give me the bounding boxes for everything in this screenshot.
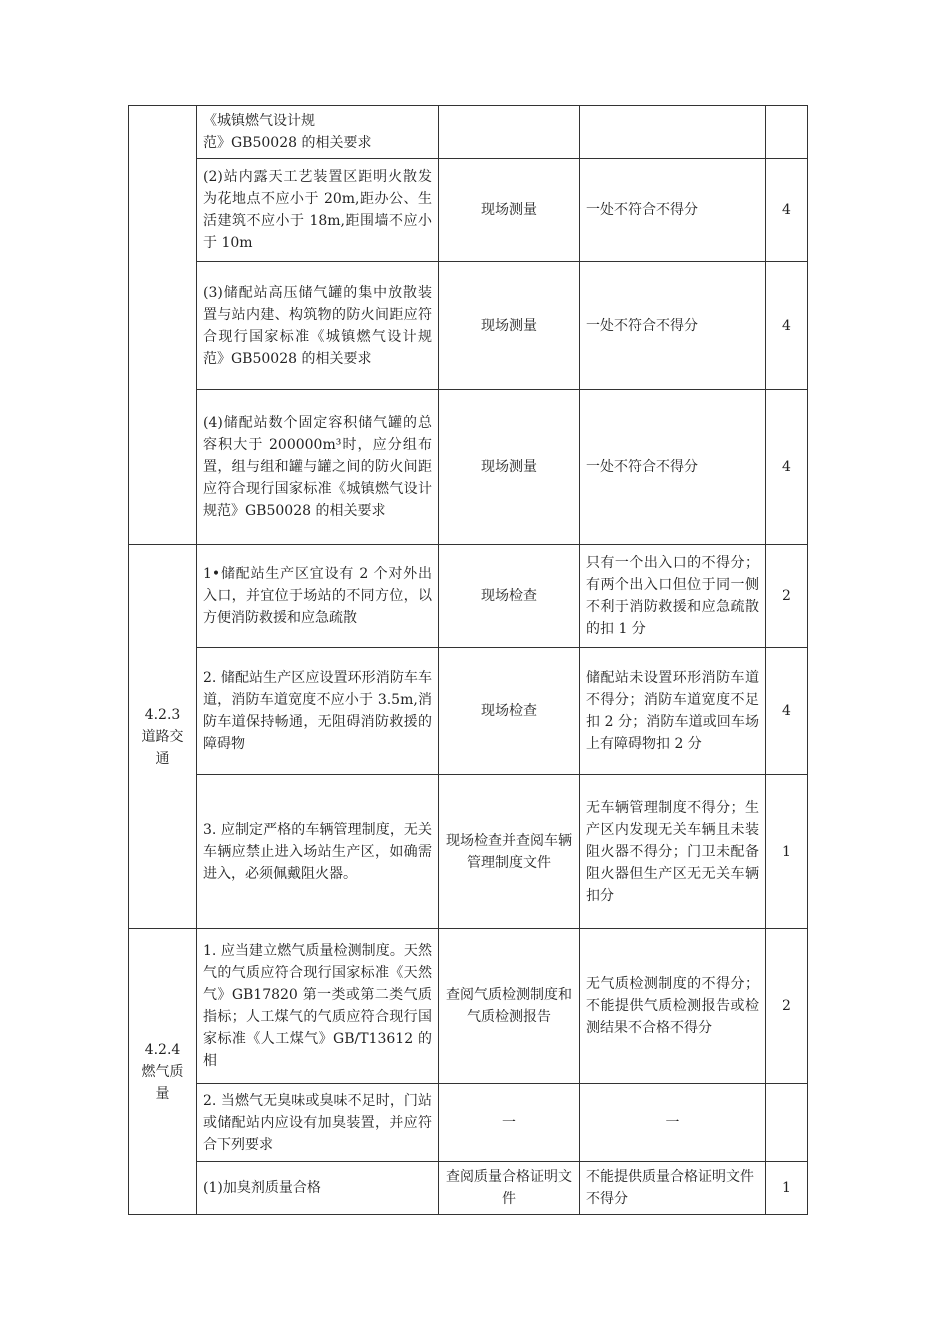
requirement-cell: 《城镇燃气设计规 范》GB50028 的相关要求 bbox=[197, 106, 439, 159]
requirement-cell: 2. 当燃气无臭味或臭味不足时，门站或储配站内应设有加臭装置，并应符合下列要求 bbox=[197, 1084, 439, 1162]
requirement-cell: (2)站内露天工艺装置区距明火散发为花地点不应小于 20m,距办公、生活建筑不应小于 18m,距围墙不应小于 10m bbox=[197, 159, 439, 262]
criteria-cell: 一处不符合不得分 bbox=[580, 159, 766, 262]
section-cell-top bbox=[129, 106, 197, 545]
score-cell: 1 bbox=[766, 1162, 808, 1215]
score-cell: 2 bbox=[766, 929, 808, 1084]
section-cell-424: 4.2.4 燃气质 量 bbox=[129, 929, 197, 1215]
method-cell: 现场检查 bbox=[439, 545, 580, 648]
table-row bbox=[129, 262, 808, 390]
criteria-cell: 无车辆管理制度不得分；生产区内发现无关车辆且未装阻火器不得分；门卫未配备阻火器但生产区无无关车辆扣分 bbox=[580, 775, 766, 929]
table-row bbox=[129, 775, 808, 929]
requirement-cell: (3)储配站高压储气罐的集中放散装置与站内建、构筑物的防火间距应符合现行国家标准《城镇燃气设计规范》GB50028 的相关要求 bbox=[197, 262, 439, 390]
score-cell: 4 bbox=[766, 159, 808, 262]
score-cell: 4 bbox=[766, 648, 808, 775]
criteria-cell: 一 bbox=[580, 1084, 766, 1162]
method-cell: 现场测量 bbox=[439, 390, 580, 545]
score-cell bbox=[766, 106, 808, 159]
method-cell: 一 bbox=[439, 1084, 580, 1162]
table-row bbox=[129, 159, 808, 262]
score-cell bbox=[766, 1084, 808, 1162]
method-cell: 查阅质量合格证明文件 bbox=[439, 1162, 580, 1215]
criteria-cell bbox=[580, 106, 766, 159]
criteria-cell: 一处不符合不得分 bbox=[580, 390, 766, 545]
requirement-cell: (1)加臭剂质量合格 bbox=[197, 1162, 439, 1215]
requirement-cell: 1•储配站生产区宜设有 2 个对外出入口，并宜位于场站的不同方位，以方便消防救援和应急疏散 bbox=[197, 545, 439, 648]
table-row bbox=[129, 106, 808, 159]
criteria-cell: 无气质检测制度的不得分；不能提供气质检测报告或检测结果不合格不得分 bbox=[580, 929, 766, 1084]
method-cell bbox=[439, 106, 580, 159]
score-cell: 4 bbox=[766, 262, 808, 390]
requirement-cell: 1. 应当建立燃气质量检测制度。天然气的气质应符合现行国家标准《天然气》GB17820 第一类或第二类气质指标；人工煤气的气质应符合现行国家标准《人工煤气》GB/T13612 的相 bbox=[197, 929, 439, 1084]
table-row bbox=[129, 1084, 808, 1162]
table-row bbox=[129, 648, 808, 775]
table-row bbox=[129, 545, 808, 648]
table-row bbox=[129, 929, 808, 1084]
table-row bbox=[129, 1162, 808, 1215]
table-row bbox=[129, 390, 808, 545]
method-cell: 现场检查并查阅车辆管理制度文件 bbox=[439, 775, 580, 929]
criteria-cell: 只有一个出入口的不得分；有两个出入口但位于同一侧不利于消防救援和应急疏散的扣 1 分 bbox=[580, 545, 766, 648]
method-cell: 现场检查 bbox=[439, 648, 580, 775]
method-cell: 现场测量 bbox=[439, 262, 580, 390]
criteria-cell: 储配站未设置环形消防车道不得分；消防车道宽度不足扣 2 分；消防车道或回车场上有障碍物扣 2 分 bbox=[580, 648, 766, 775]
requirement-cell: 2. 储配站生产区应设置环形消防车车道，消防车道宽度不应小于 3.5m,消防车道保持畅通，无阻碍消防救援的障碍物 bbox=[197, 648, 439, 775]
section-cell-423: 4.2.3 道路交 通 bbox=[129, 545, 197, 929]
method-cell: 查阅气质检测制度和气质检测报告 bbox=[439, 929, 580, 1084]
score-cell: 1 bbox=[766, 775, 808, 929]
evaluation-table bbox=[128, 105, 808, 1215]
requirement-cell: (4)储配站数个固定容积储气罐的总容积大于 200000m³时，应分组布置，组与组和罐与罐之间的防火间距应符合现行国家标准《城镇燃气设计规范》GB50028 的相关要求 bbox=[197, 390, 439, 545]
score-cell: 4 bbox=[766, 390, 808, 545]
criteria-cell: 一处不符合不得分 bbox=[580, 262, 766, 390]
criteria-cell: 不能提供质量合格证明文件不得分 bbox=[580, 1162, 766, 1215]
method-cell: 现场测量 bbox=[439, 159, 580, 262]
requirement-cell: 3. 应制定严格的车辆管理制度，无关车辆应禁止进入场站生产区，如确需进入，必须佩戴阻火器。 bbox=[197, 775, 439, 929]
score-cell: 2 bbox=[766, 545, 808, 648]
